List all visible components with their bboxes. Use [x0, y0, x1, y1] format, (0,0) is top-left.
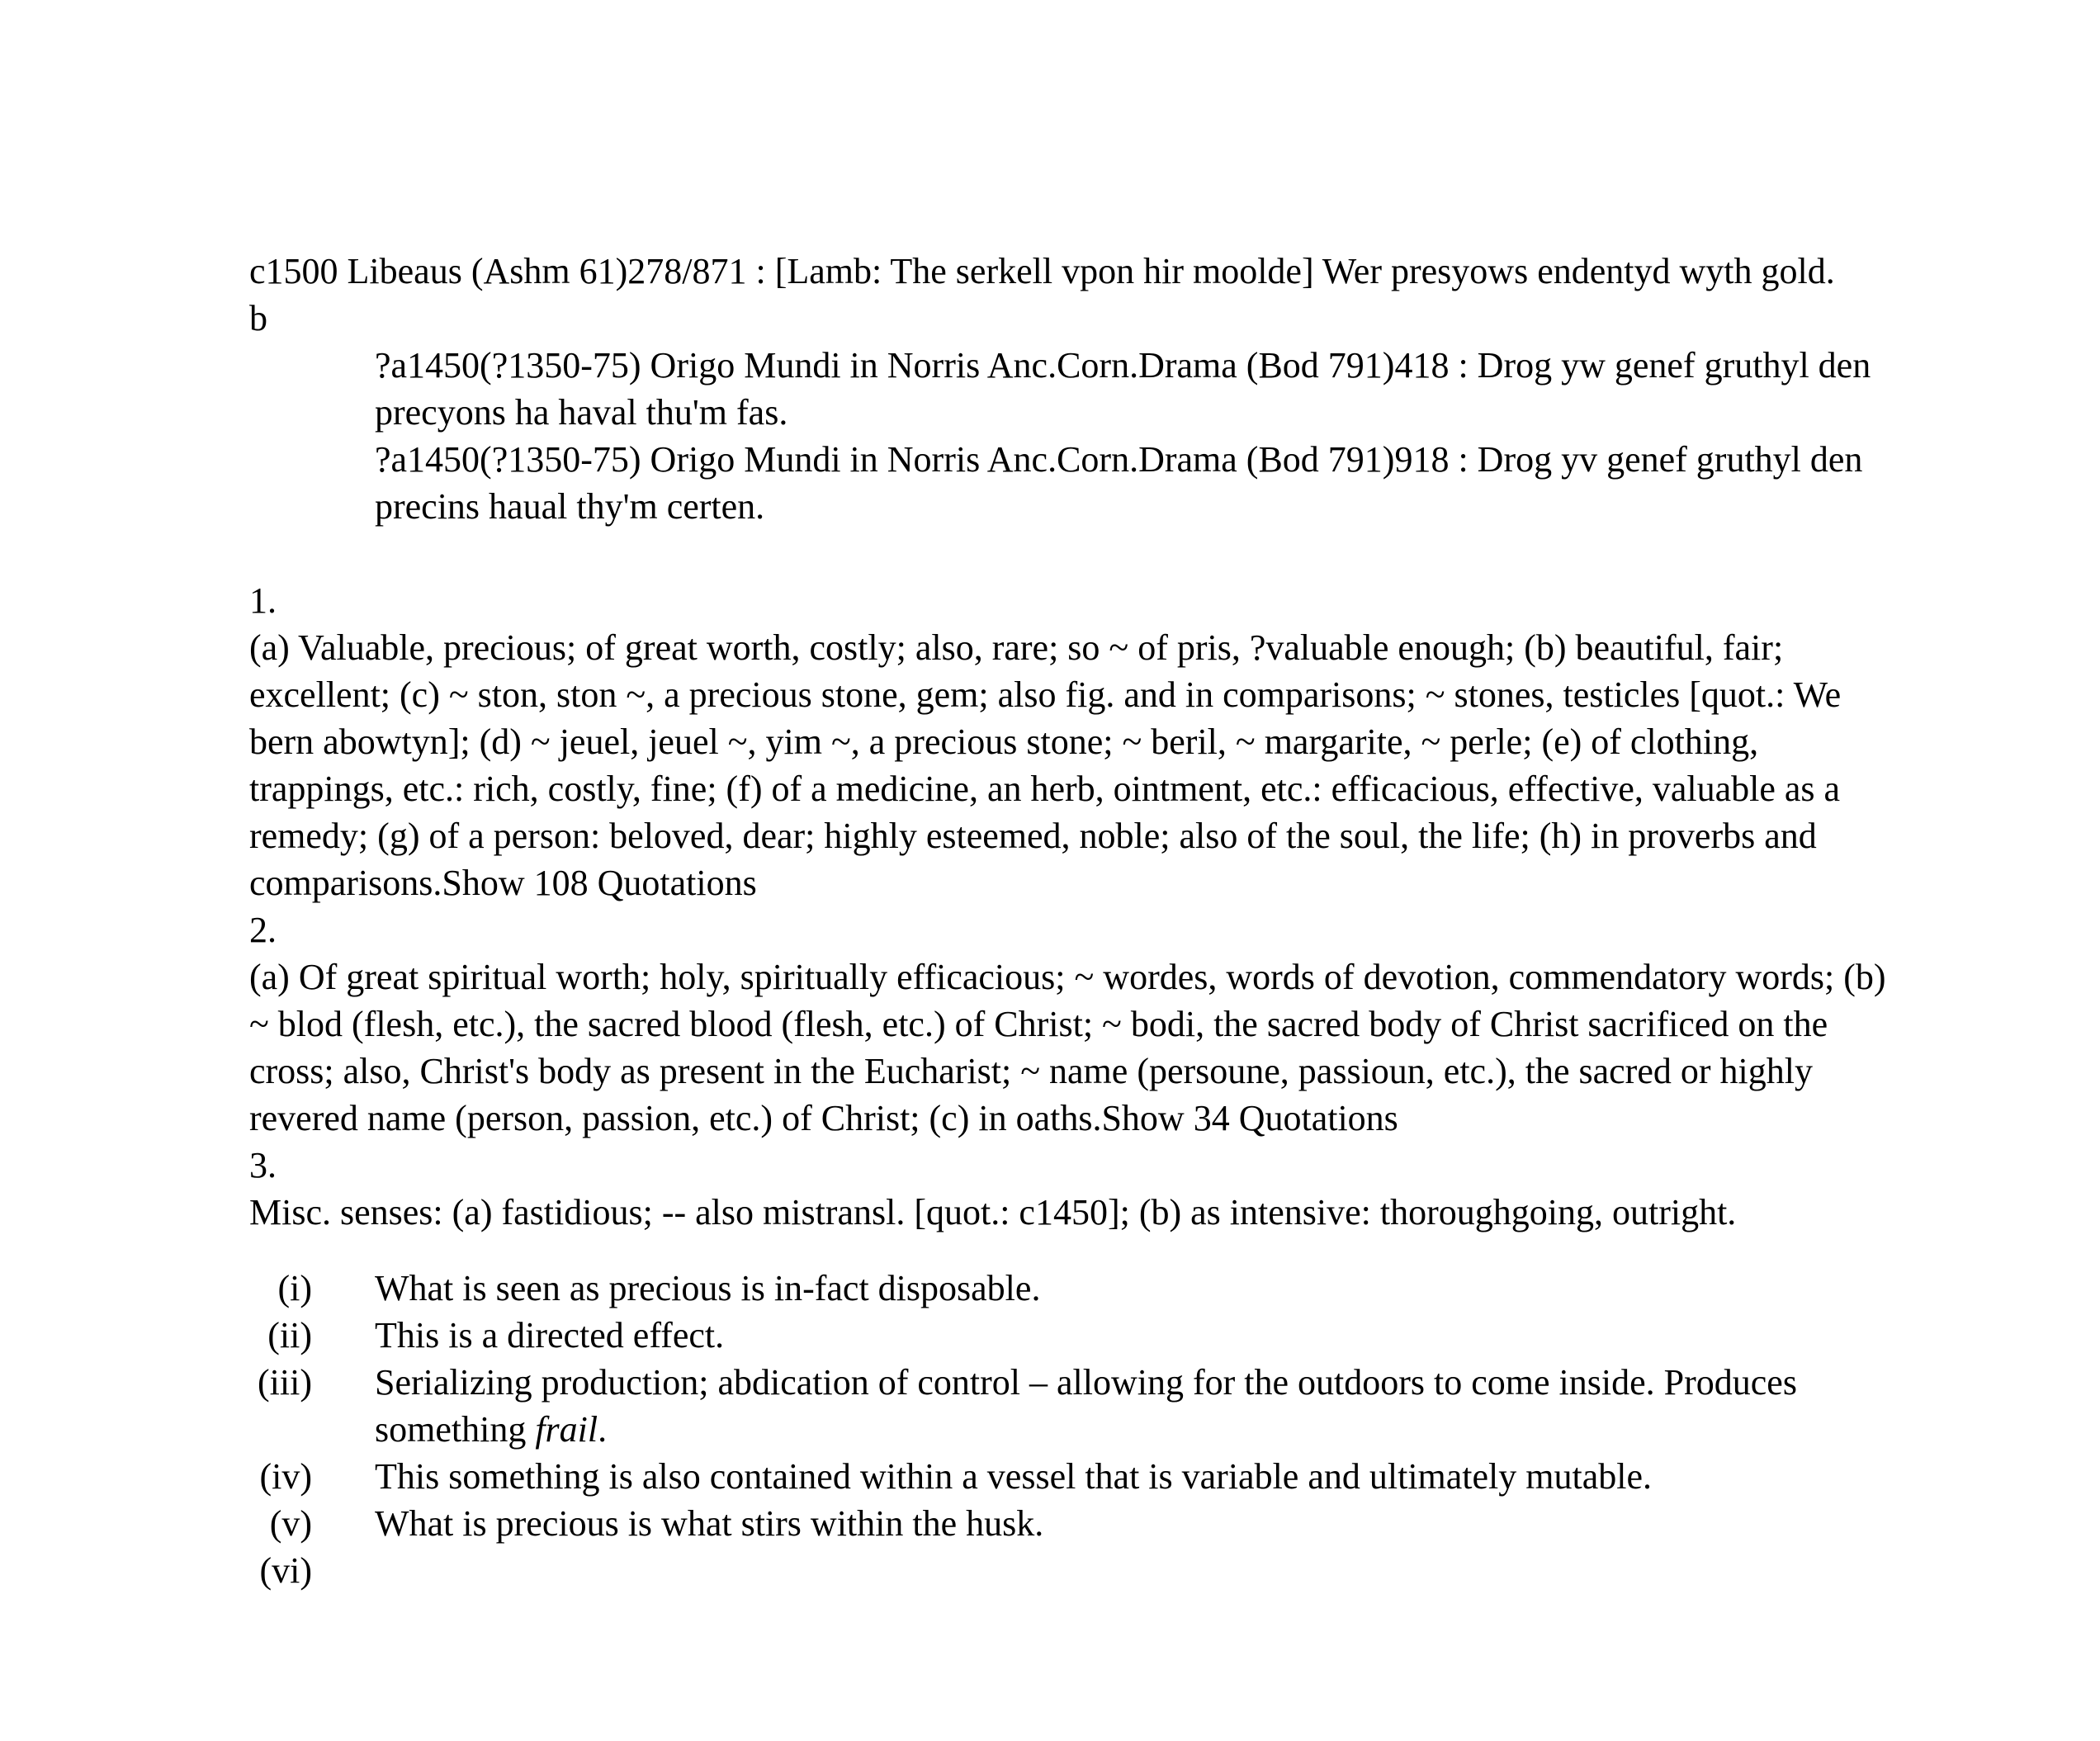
- note-marker: (vi): [259, 1550, 312, 1591]
- note-text-main: What is seen as precious is in-fact disposable.: [375, 1268, 1041, 1308]
- note-marker: (iii): [258, 1362, 312, 1403]
- note-item: [249, 1547, 1900, 1594]
- note-item: [249, 1265, 1900, 1312]
- sense-definition: Misc. senses: (a) fastidious; -- also mistransl. [quot.: c1450]; (b) as intensive: thoroughgoing, outright.: [249, 1192, 1737, 1232]
- note-marker: (ii): [267, 1315, 312, 1355]
- sense-definition: (a) Valuable, precious; of great worth, costly; also, rare; so ~ of pris, ?valuable enough; (b) beautiful, fair; excellent; (c) ~ ston, ston ~, a precious stone, gem; also fig. and in comparisons; ~ stones, testicles [quot.: We bern abowtyn]; (d) ~ jeuel, jeuel ~, yim ~, a precious stone; ~ beril, ~ margarite, ~ perle; (e) of clothing, trappings, etc.: rich, costly, fine; (f) of a medicine, an herb, ointment, etc.: efficacious, effective, valuable as a remedy; (g) of a person: beloved, dear; highly esteemed, noble; also of the soul, the life; (h) in proverbs and comparisons.Show 108 Quotations: [249, 627, 1842, 903]
- note-text: [375, 1359, 1900, 1453]
- top-quotation: c1500 Libeaus (Ashm 61)278/871 : [Lamb: The serkell vpon hir moolde] Wer presyows endentyd wyth gold.: [249, 251, 1835, 291]
- note-text-main: This something is also contained within a vessel that is variable and ultimately mutable.: [375, 1456, 1653, 1497]
- note-item: [249, 1500, 1900, 1547]
- quotation-item: ?a1450(?1350-75) Origo Mundi in Norris Anc.Corn.Drama (Bod 791)418 : Drog yw genef gruthyl den precyons ha haval thu'm fas.: [375, 345, 1871, 433]
- note-text-main: This is a directed effect.: [375, 1315, 725, 1355]
- notes-list: [249, 1265, 1900, 1594]
- sense-number: 1.: [249, 580, 277, 621]
- note-text: [375, 1312, 1900, 1359]
- note-item: [249, 1453, 1900, 1500]
- note-text-main: Serializing production; abdication of control – allowing for the outdoors to come inside. Produces something: [375, 1362, 1797, 1450]
- sense-number: 3.: [249, 1145, 277, 1185]
- note-marker: (iv): [259, 1456, 312, 1497]
- sense-1: [249, 577, 1900, 906]
- note-item: [249, 1359, 1900, 1453]
- note-text: [375, 1453, 1900, 1500]
- section-b-label: b: [249, 298, 267, 338]
- note-text-italic: frail: [535, 1409, 598, 1450]
- sense-number: 2.: [249, 910, 277, 950]
- note-text: [375, 1500, 1900, 1547]
- sense-2: [249, 906, 1900, 1142]
- document-page: [249, 248, 1900, 1594]
- sense-3: [249, 1142, 1900, 1236]
- note-text: [375, 1265, 1900, 1312]
- spacer: [249, 1236, 1900, 1265]
- note-marker: (i): [277, 1268, 312, 1308]
- note-text-main: What is precious is what stirs within the husk.: [375, 1503, 1044, 1544]
- note-text-tail: .: [598, 1409, 608, 1450]
- sense-definition: (a) Of great spiritual worth; holy, spiritually efficacious; ~ wordes, words of devotion, commendatory words; (b) ~ blod (flesh, etc.), the sacred blood (flesh, etc.) of Christ; ~ bodi, the sacred body of Christ sacrificed on the cross; also, Christ's body as present in the Eucharist; ~ name (persoune, passioun, etc.), the sacred or highly revered name (person, passion, etc.) of Christ; (c) in oaths.Show 34 Quotations: [249, 957, 1886, 1138]
- note-item: [249, 1312, 1900, 1359]
- spacer: [249, 530, 1900, 577]
- section-b-quotations: [249, 342, 1900, 530]
- quotation-item: ?a1450(?1350-75) Origo Mundi in Norris Anc.Corn.Drama (Bod 791)918 : Drog yv genef gruthyl den precins haual thy'm certen.: [375, 439, 1863, 527]
- note-marker: (v): [269, 1503, 312, 1544]
